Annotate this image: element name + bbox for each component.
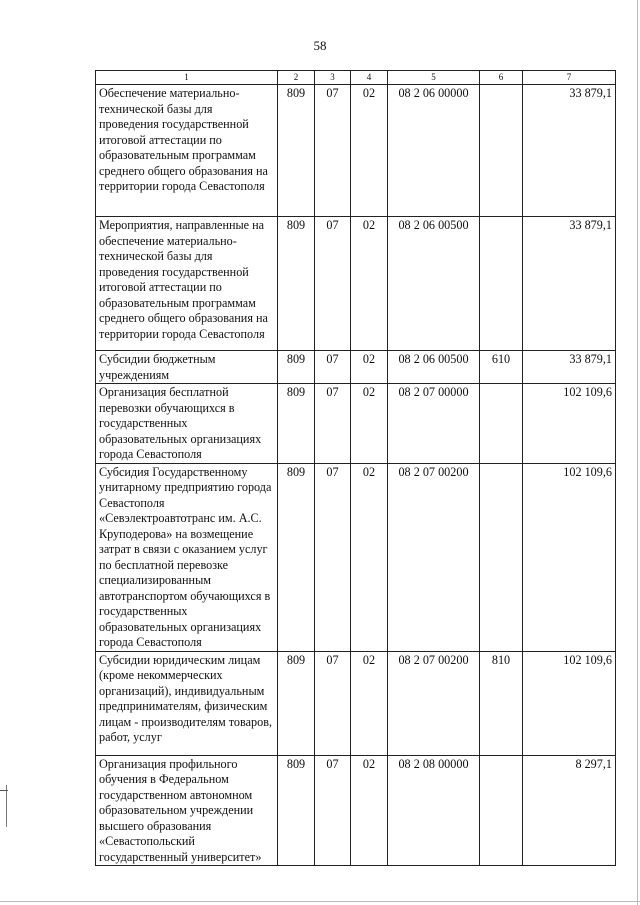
- row-section-code: 07: [315, 217, 351, 351]
- row-target-article: 08 2 07 00000: [388, 384, 480, 464]
- row-target-article: 08 2 06 00000: [388, 85, 480, 217]
- row-expense-type: [480, 85, 523, 217]
- page-number: 58: [313, 38, 327, 53]
- table-row: [96, 351, 616, 384]
- row-ministry-code: 809: [278, 85, 315, 217]
- header-cell-subsection: 4: [351, 71, 388, 85]
- row-ministry-code: 809: [278, 463, 315, 651]
- row-expense-type: [480, 463, 523, 651]
- table-row: [96, 651, 616, 755]
- table-header-row: [96, 71, 616, 85]
- row-target-article: 08 2 06 00500: [388, 217, 480, 351]
- table-row: [96, 85, 616, 217]
- row-subsection-code: 02: [351, 651, 388, 755]
- row-expense-type: [480, 384, 523, 464]
- row-subsection-code: 02: [351, 85, 388, 217]
- row-ministry-code: 809: [278, 755, 315, 866]
- row-section-code: 07: [315, 463, 351, 651]
- row-subsection-code: 02: [351, 755, 388, 866]
- scan-edge-line: [0, 790, 8, 791]
- row-name: Субсидия Государственному унитарному предприятию города Севастополя «Севэлектроавтотранс им. А.С. Круподерова» на возмещение затрат в связи с оказанием услуг по бесплатной перевозке специализированным автотранспортом обучающихся в государственных образовательных организациях города Севастополя: [96, 463, 278, 651]
- row-subsection-code: 02: [351, 217, 388, 351]
- row-section-code: 07: [315, 651, 351, 755]
- page-bottom-border: [0, 901, 640, 902]
- table-row: [96, 755, 616, 866]
- row-target-article: 08 2 06 00500: [388, 351, 480, 384]
- row-expense-type: [480, 217, 523, 351]
- row-name: Субсидии юридическим лицам (кроме некоммерческих организаций), индивидуальным предпринимателям, физическим лицам - производителям товаров, работ, услуг: [96, 651, 278, 755]
- row-target-article: 08 2 07 00200: [388, 651, 480, 755]
- header-cell-target-article: 5: [388, 71, 480, 85]
- table-row: [96, 217, 616, 351]
- row-amount: 33 879,1: [523, 85, 616, 217]
- row-amount: 102 109,6: [523, 651, 616, 755]
- row-subsection-code: 02: [351, 351, 388, 384]
- header-cell-section: 3: [315, 71, 351, 85]
- row-subsection-code: 02: [351, 384, 388, 464]
- row-name: Мероприятия, направленные на обеспечение материально-технической базы для проведения государственной итоговой аттестации по образовательным программам среднего общего образования на территории города Севастополя: [96, 217, 278, 351]
- scan-edge-mark: [0, 785, 7, 827]
- page-right-border: [637, 0, 638, 905]
- row-target-article: 08 2 08 00000: [388, 755, 480, 866]
- row-section-code: 07: [315, 351, 351, 384]
- row-ministry-code: 809: [278, 384, 315, 464]
- row-amount: 102 109,6: [523, 384, 616, 464]
- row-name: Организация профильного обучения в Федеральном государственном автономном образовательном учреждении высшего образования «Севастопольский государственный университет»: [96, 755, 278, 866]
- row-section-code: 07: [315, 85, 351, 217]
- row-amount: 8 297,1: [523, 755, 616, 866]
- row-name: Обеспечение материально-технической базы для проведения государственной итоговой аттестации по образовательным программам среднего общего образования на территории города Севастополя: [96, 85, 278, 217]
- row-ministry-code: 809: [278, 651, 315, 755]
- row-subsection-code: 02: [351, 463, 388, 651]
- header-cell-amount: 7: [523, 71, 616, 85]
- budget-table: [95, 70, 616, 866]
- row-amount: 33 879,1: [523, 351, 616, 384]
- row-target-article: 08 2 07 00200: [388, 463, 480, 651]
- table-row: [96, 463, 616, 651]
- row-name: Субсидии бюджетным учреждениям: [96, 351, 278, 384]
- table-row: [96, 384, 616, 464]
- header-cell-name: 1: [96, 71, 278, 85]
- row-section-code: 07: [315, 384, 351, 464]
- header-cell-ministry: 2: [278, 71, 315, 85]
- row-ministry-code: 809: [278, 351, 315, 384]
- row-ministry-code: 809: [278, 217, 315, 351]
- row-amount: 102 109,6: [523, 463, 616, 651]
- header-cell-expense-type: 6: [480, 71, 523, 85]
- row-name: Организация бесплатной перевозки обучающихся в государственных образовательных организациях города Севастополя: [96, 384, 278, 464]
- row-expense-type: 610: [480, 351, 523, 384]
- row-expense-type: 810: [480, 651, 523, 755]
- row-amount: 33 879,1: [523, 217, 616, 351]
- row-section-code: 07: [315, 755, 351, 866]
- row-expense-type: [480, 755, 523, 866]
